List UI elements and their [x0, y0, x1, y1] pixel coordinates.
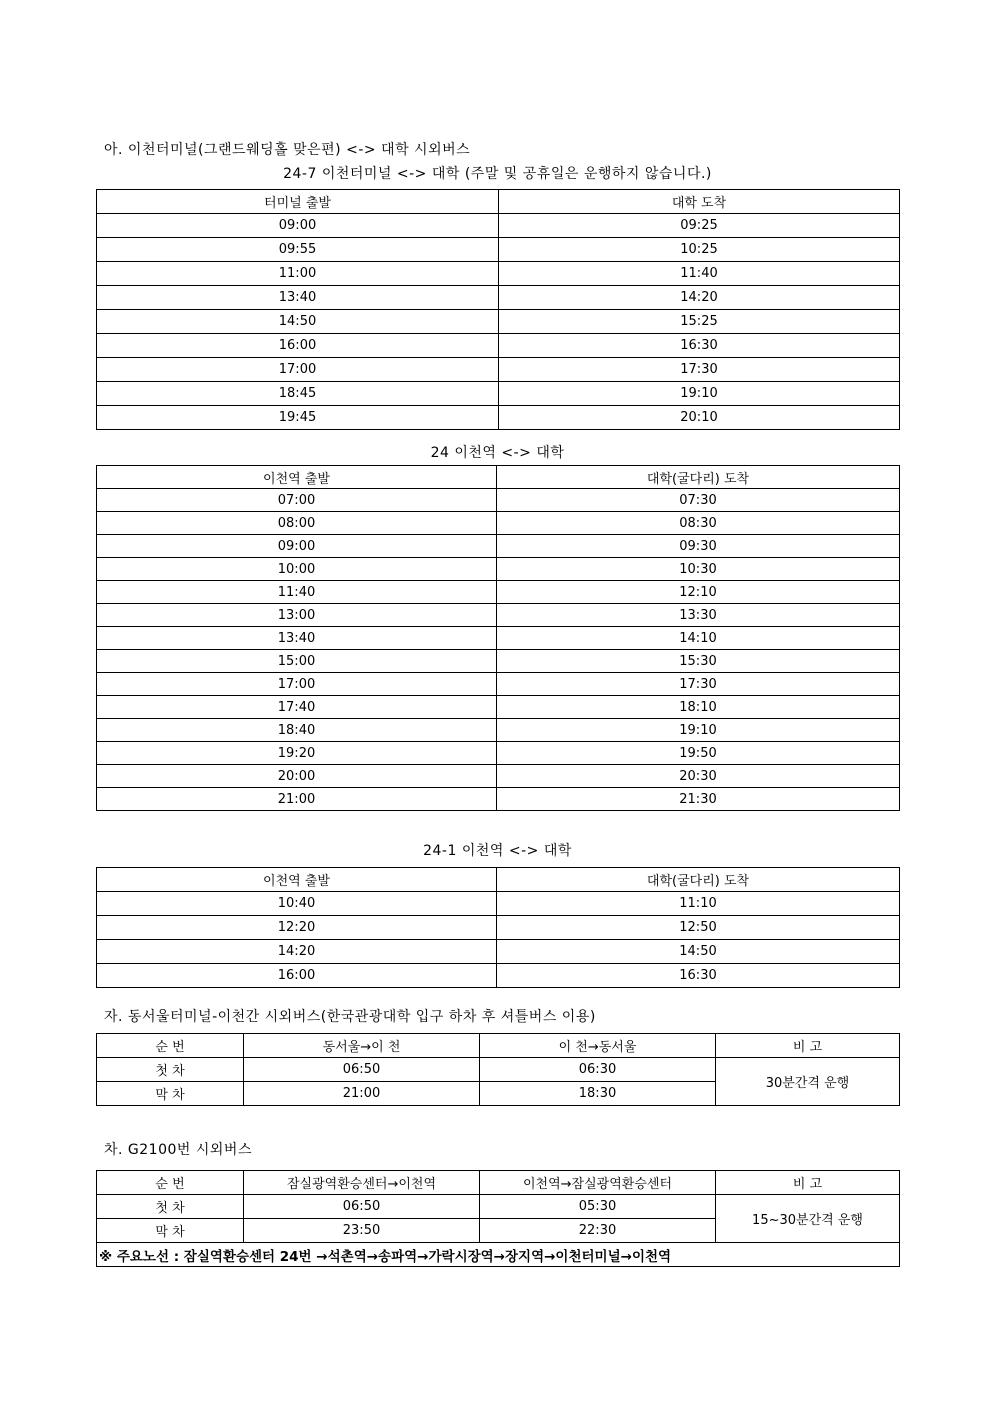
row-label: 막 차 — [97, 1082, 244, 1106]
arrival-time: 09:30 — [497, 535, 900, 558]
column-header-departure: 터미널 출발 — [97, 190, 499, 214]
table-row — [97, 286, 900, 310]
table-row — [97, 214, 900, 238]
column-header-order: 순 번 — [97, 1034, 244, 1058]
departure-time: 18:40 — [97, 719, 497, 742]
table-row — [97, 581, 900, 604]
table-row — [97, 673, 900, 696]
route-24-title: 24 이천역 <-> 대학 — [430, 445, 565, 461]
section-e-heading: 차. G2100번 시외버스 — [104, 1142, 252, 1158]
column-header-outbound: 동서울→이 천 — [244, 1034, 480, 1058]
arrival-time: 15:30 — [497, 650, 900, 673]
column-header-departure: 이천역 출발 — [97, 868, 497, 892]
table-row — [97, 535, 900, 558]
departure-time: 12:20 — [97, 916, 497, 940]
column-header-order: 순 번 — [97, 1171, 244, 1195]
arrival-time: 10:25 — [499, 238, 900, 262]
departure-time: 14:50 — [97, 310, 499, 334]
departure-time: 11:40 — [97, 581, 497, 604]
departure-time: 09:00 — [97, 214, 499, 238]
column-header-outbound: 잠실광역환승센터→이천역 — [244, 1171, 480, 1195]
table-row — [97, 1195, 900, 1219]
table-row — [97, 916, 900, 940]
table-row — [97, 382, 900, 406]
table-row — [97, 765, 900, 788]
arrival-time: 16:30 — [497, 964, 900, 988]
departure-time: 06:50 — [244, 1058, 480, 1082]
table-row — [97, 604, 900, 627]
arrival-time: 17:30 — [497, 673, 900, 696]
arrival-time: 07:30 — [497, 489, 900, 512]
route-24-7-title: 24-7 이천터미널 <-> 대학 (주말 및 공휴일은 운행하지 않습니다.) — [283, 166, 712, 182]
column-header-inbound: 이천역→잠실광역환승센터 — [480, 1171, 716, 1195]
main-route-note: ※ 주요노선 : 잠실역환승센터 24번 →석촌역→송파역→가락시장역→장지역→이천터미널→이천역 — [97, 1243, 900, 1267]
arrival-time: 18:10 — [497, 696, 900, 719]
route-24-timetable — [96, 465, 900, 811]
arrival-time: 14:50 — [497, 940, 900, 964]
departure-time: 21:00 — [244, 1082, 480, 1106]
table-row — [97, 627, 900, 650]
departure-time: 23:50 — [244, 1219, 480, 1243]
arrival-time: 08:30 — [497, 512, 900, 535]
table-row — [97, 719, 900, 742]
departure-time: 22:30 — [480, 1219, 716, 1243]
table-row — [97, 558, 900, 581]
arrival-time: 12:10 — [497, 581, 900, 604]
departure-time: 06:30 — [480, 1058, 716, 1082]
departure-time: 16:00 — [97, 964, 497, 988]
column-header-departure: 이천역 출발 — [97, 466, 497, 489]
table-row — [97, 940, 900, 964]
table-row — [97, 358, 900, 382]
column-header-arrival: 대학 도착 — [499, 190, 900, 214]
departure-time: 13:40 — [97, 627, 497, 650]
section-a-heading: 아. 이천터미널(그랜드웨딩홀 맞은편) <-> 대학 시외버스 — [104, 142, 471, 158]
route-24-1-title: 24-1 이천역 <-> 대학 — [423, 843, 572, 859]
departure-time: 14:20 — [97, 940, 497, 964]
arrival-time: 16:30 — [499, 334, 900, 358]
departure-time: 10:00 — [97, 558, 497, 581]
table-row — [97, 1058, 900, 1082]
table-row — [97, 696, 900, 719]
arrival-time: 19:10 — [499, 382, 900, 406]
departure-time: 17:00 — [97, 358, 499, 382]
arrival-time: 13:30 — [497, 604, 900, 627]
section-d-heading: 자. 동서울터미널-이천간 시외버스(한국관광대학 입구 하차 후 셔틀버스 이용) — [104, 1009, 596, 1025]
departure-time: 15:00 — [97, 650, 497, 673]
departure-time: 20:00 — [97, 765, 497, 788]
departure-time: 09:55 — [97, 238, 499, 262]
departure-time: 09:00 — [97, 535, 497, 558]
interval-remark: 30분간격 운행 — [716, 1058, 900, 1106]
column-header-arrival: 대학(굴다리) 도착 — [497, 466, 900, 489]
departure-time: 21:00 — [97, 788, 497, 811]
arrival-time: 19:10 — [497, 719, 900, 742]
table-row — [97, 788, 900, 811]
arrival-time: 20:30 — [497, 765, 900, 788]
departure-time: 08:00 — [97, 512, 497, 535]
table-row — [97, 334, 900, 358]
departure-time: 11:00 — [97, 262, 499, 286]
table-row — [97, 964, 900, 988]
departure-time: 19:45 — [97, 406, 499, 430]
column-header-inbound: 이 천→동서울 — [480, 1034, 716, 1058]
column-header-arrival: 대학(굴다리) 도착 — [497, 868, 900, 892]
departure-time: 17:40 — [97, 696, 497, 719]
arrival-time: 10:30 — [497, 558, 900, 581]
departure-time: 17:00 — [97, 673, 497, 696]
departure-time: 19:20 — [97, 742, 497, 765]
departure-time: 18:30 — [480, 1082, 716, 1106]
arrival-time: 17:30 — [499, 358, 900, 382]
arrival-time: 20:10 — [499, 406, 900, 430]
table-row — [97, 742, 900, 765]
route-24-7-timetable — [96, 189, 900, 430]
table-row — [97, 489, 900, 512]
arrival-time: 14:10 — [497, 627, 900, 650]
arrival-time: 11:10 — [497, 892, 900, 916]
departure-time: 07:00 — [97, 489, 497, 512]
departure-time: 18:45 — [97, 382, 499, 406]
column-header-remark: 비 고 — [716, 1034, 900, 1058]
arrival-time: 19:50 — [497, 742, 900, 765]
table-row — [97, 262, 900, 286]
arrival-time: 21:30 — [497, 788, 900, 811]
row-label: 첫 차 — [97, 1195, 244, 1219]
interval-remark: 15~30분간격 운행 — [716, 1195, 900, 1243]
row-label: 첫 차 — [97, 1058, 244, 1082]
g2100-timetable — [96, 1170, 900, 1267]
arrival-time: 15:25 — [499, 310, 900, 334]
departure-time: 13:40 — [97, 286, 499, 310]
column-header-remark: 비 고 — [716, 1171, 900, 1195]
table-row — [97, 892, 900, 916]
table-row — [97, 650, 900, 673]
departure-time: 10:40 — [97, 892, 497, 916]
dongseoul-icheon-timetable — [96, 1033, 900, 1106]
table-row — [97, 1243, 900, 1267]
arrival-time: 11:40 — [499, 262, 900, 286]
row-label: 막 차 — [97, 1219, 244, 1243]
departure-time: 16:00 — [97, 334, 499, 358]
departure-time: 06:50 — [244, 1195, 480, 1219]
table-row — [97, 310, 900, 334]
arrival-time: 12:50 — [497, 916, 900, 940]
departure-time: 13:00 — [97, 604, 497, 627]
arrival-time: 09:25 — [499, 214, 900, 238]
arrival-time: 14:20 — [499, 286, 900, 310]
departure-time: 05:30 — [480, 1195, 716, 1219]
table-row — [97, 512, 900, 535]
table-row — [97, 238, 900, 262]
table-row — [97, 406, 900, 430]
route-24-1-timetable — [96, 867, 900, 988]
